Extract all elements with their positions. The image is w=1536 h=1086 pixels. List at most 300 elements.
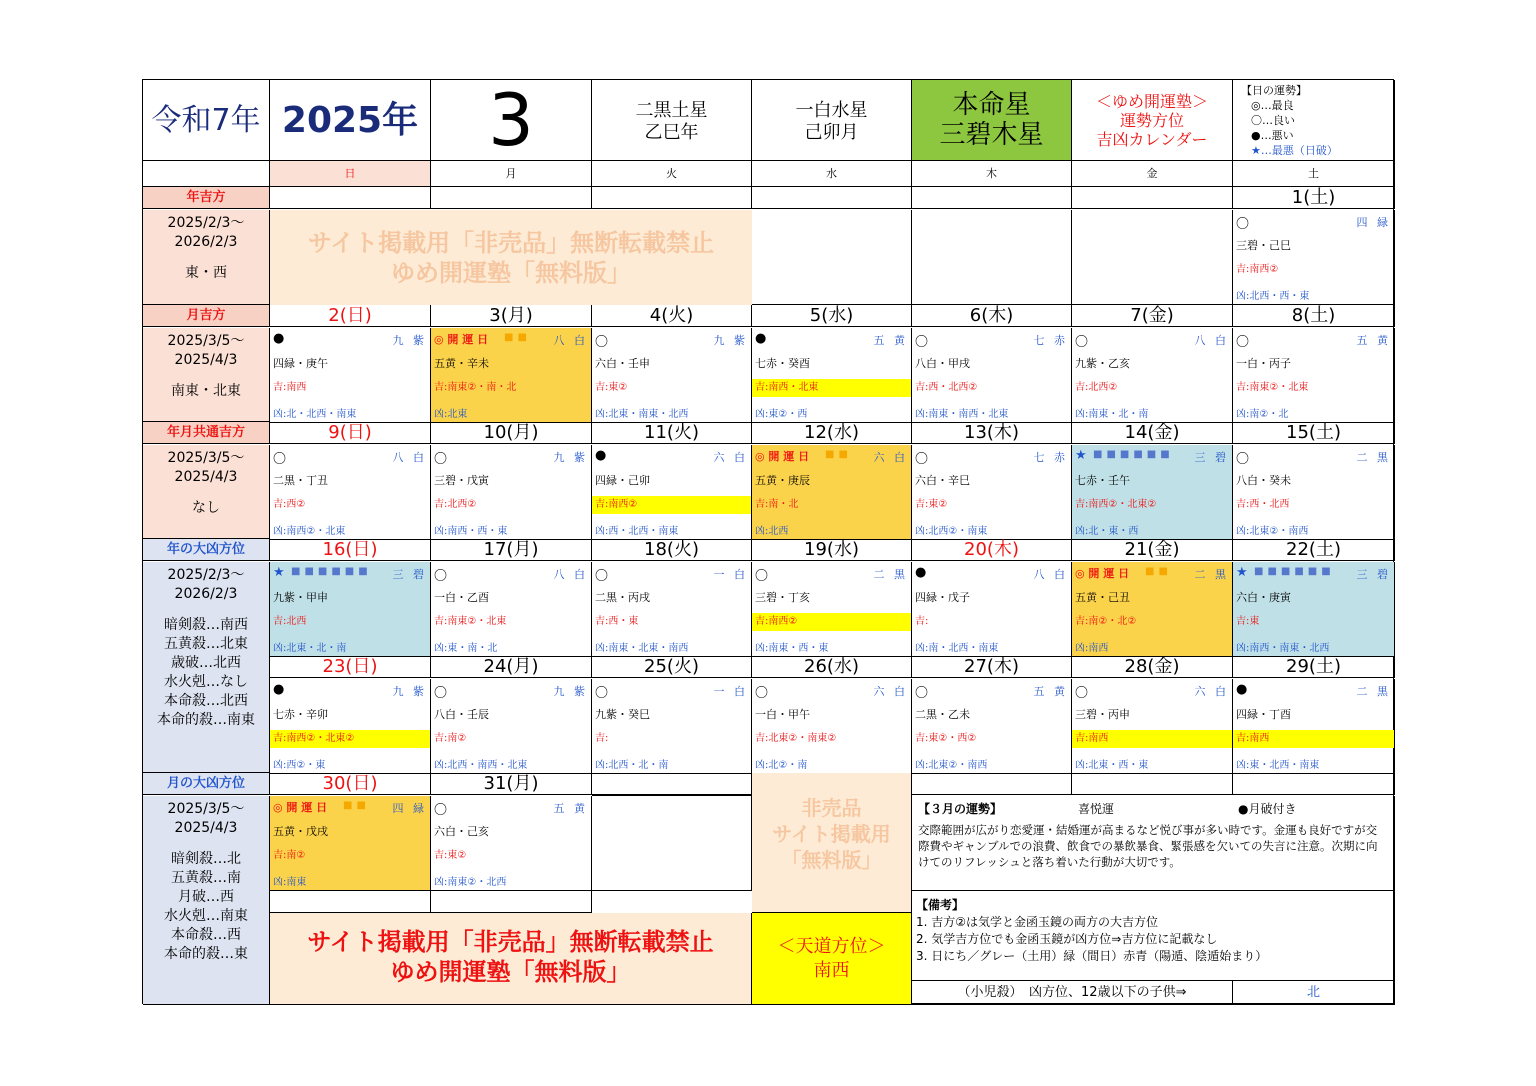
fortune-mark: ● (595, 448, 607, 463)
side-line: 2025/2/3～ (167, 567, 245, 583)
month-kanshi: 己卯月 (804, 122, 859, 143)
weekday-4 (912, 161, 1072, 187)
watermark-small1: 非売品 (801, 796, 862, 820)
day-cell (592, 445, 752, 540)
side-label (143, 305, 270, 327)
note-item: 2. 気学吉方位でも金函玉鏡が凶方位⇒吉方位に記載なし (916, 932, 1218, 946)
side-line: 五黄殺…南 (171, 870, 241, 886)
unlucky-direction: 凶:北西・北・南 (595, 760, 669, 771)
decor-squares: ■■■■■■ (1093, 449, 1174, 460)
date-label: 17(月) (483, 539, 539, 560)
monthly-title: 【３月の運勢】 (918, 802, 1003, 816)
day-kanshi: 五黄・辛未 (434, 357, 489, 370)
date-header (431, 422, 592, 444)
unlucky-direction: 凶:北東②・南西 (915, 760, 988, 771)
fortune-mark: 〇 (755, 686, 769, 701)
lucky-direction: 吉:西・北西② (915, 382, 978, 393)
unlucky-direction: 凶:南西・南東・北西 (1236, 643, 1330, 654)
day-cell (592, 328, 752, 423)
unlucky-direction: 凶:南西・西・東 (434, 526, 508, 537)
date-label: 3(月) (489, 305, 533, 326)
date-header (912, 305, 1072, 327)
day-kanshi: 四緑・戊子 (915, 591, 970, 604)
day-kanshi: 六白・己亥 (434, 825, 489, 838)
lucky-direction: 吉:南西 (1072, 730, 1232, 748)
date-header (431, 187, 592, 209)
fortune-mark: 〇 (1236, 335, 1250, 350)
fortune-line (755, 331, 908, 349)
day-cell (592, 679, 752, 774)
weekday-label: 水 (826, 167, 837, 180)
empty-cell (592, 773, 752, 796)
date-label: 29(土) (1286, 656, 1341, 677)
unlucky-direction: 凶:南西 (1075, 643, 1109, 654)
fortune-line (1236, 682, 1391, 700)
day-kanshi: 九紫・乙亥 (1075, 357, 1130, 370)
unlucky-direction: 凶:東②・西 (755, 409, 808, 420)
day-kanshi: 一白・乙酉 (434, 591, 489, 604)
weekday-label: 火 (666, 167, 677, 180)
day-cell (270, 679, 431, 774)
unlucky-direction: 凶:南東・西・東 (755, 643, 829, 654)
lucky-direction: 吉:北東②・南東② (755, 733, 837, 744)
era-cell (143, 80, 270, 161)
year-kanshi: 乙巳年 (644, 122, 699, 143)
month-number: 3 (488, 78, 534, 162)
date-header (1072, 187, 1233, 209)
side-line: 南東・北東 (171, 383, 241, 399)
watermark-small3: 「無料版」 (781, 848, 882, 872)
fortune-mark: ★ (1075, 448, 1087, 463)
nine-star-label: 七 赤 (1033, 451, 1068, 464)
monthly-fortune-name: 喜悦運 (1078, 802, 1115, 816)
date-header (270, 773, 431, 795)
date-label: 16(日) (322, 539, 378, 560)
day-kanshi: 八白・癸未 (1236, 474, 1291, 487)
fortune-mark: ● (1236, 682, 1248, 697)
unlucky-direction: 凶:東・南・北 (434, 643, 498, 654)
side-line: なし (192, 500, 220, 516)
nine-star-label: 八 白 (553, 334, 588, 347)
month-star-cell (752, 80, 912, 161)
day-cell (752, 679, 912, 774)
legend-item: ★…最悪（日破） (1251, 144, 1338, 157)
nine-star-label: 四 緑 (1356, 216, 1391, 229)
title-line2: 運勢方位 (1119, 111, 1184, 130)
date-label: 8(土) (1291, 305, 1336, 326)
watermark-bottom (270, 913, 752, 1005)
side-line: 本命殺…北西 (164, 693, 248, 709)
side-body (143, 328, 270, 422)
day-kanshi: 九紫・癸巳 (595, 708, 650, 721)
title-cell (1072, 80, 1233, 161)
side-label (143, 773, 270, 795)
fortune-line (915, 448, 1068, 466)
fortune-mark: 〇 (755, 569, 769, 584)
date-header (592, 422, 752, 444)
notes-title: 【備考】 (916, 898, 965, 912)
fortune-mark: 〇 (915, 335, 929, 350)
fortune-mark: 〇 (1236, 217, 1250, 232)
shoni-text: （小児殺） 凶方位、12歳以下の子供⇒ (957, 985, 1187, 1000)
nine-star-label: 三 碧 (1356, 568, 1391, 581)
date-header (431, 305, 592, 327)
fortune-line (434, 448, 588, 466)
fortune-line (434, 799, 588, 817)
day-kanshi: 五黄・庚辰 (755, 474, 810, 487)
unlucky-direction: 凶:南東・北・南 (1075, 409, 1149, 420)
tendo-label: ＜天道方位＞ (777, 936, 886, 957)
nine-star-label: 五 黄 (873, 334, 908, 347)
fortune-mark: 〇 (1075, 686, 1089, 701)
lucky-direction: 吉:東② (434, 850, 467, 861)
side-line: 2026/2/3 (174, 234, 238, 250)
side-label-text: 年月共通吉方 (166, 425, 245, 440)
date-header (592, 539, 752, 561)
fortune-mark: ● (755, 331, 767, 346)
nine-star-label: 九 紫 (553, 685, 588, 698)
date-header (1233, 656, 1395, 678)
day-kanshi: 九紫・甲申 (273, 591, 328, 604)
nine-star-label: 二 黒 (873, 568, 908, 581)
title-line1: ＜ゆめ開運塾＞ (1095, 92, 1208, 111)
unlucky-direction: 凶:東・北西・南東 (1236, 760, 1320, 771)
empty-cell (752, 210, 912, 305)
fortune-mark: 〇 (1075, 335, 1089, 350)
date-label: 23(日) (322, 656, 378, 677)
fortune-mark: 〇 (595, 569, 609, 584)
note-item: 3. 日にち／グレー（土用）緑（間日）赤青（陽遁、陰遁始まり） (916, 949, 1268, 963)
nine-star-label: 二 黒 (1194, 568, 1229, 581)
day-kanshi: 二黒・丁丑 (273, 474, 328, 487)
fortune-line (1236, 331, 1391, 349)
unlucky-direction: 凶:南②・北 (1236, 409, 1289, 420)
lucky-direction: 吉:東②・西② (915, 733, 977, 744)
legend-item: 〇…良い (1251, 114, 1295, 127)
unlucky-direction: 凶:北②・南 (755, 760, 808, 771)
day-cell (431, 445, 592, 540)
tendo-cell (752, 913, 912, 1005)
day-cell (912, 328, 1072, 423)
date-label: 27(木) (964, 656, 1019, 677)
fortune-line (273, 682, 427, 700)
date-header (1233, 422, 1395, 444)
side-line (143, 252, 269, 264)
legend-item: 【日の運勢】 (1241, 84, 1307, 97)
watermark-bottom-line1: サイト掲載用「非売品」無断転載禁止 (307, 928, 714, 956)
nine-star-label: 五 黄 (553, 802, 588, 815)
day-cell (1072, 445, 1233, 540)
day-cell (592, 562, 752, 657)
fortune-line (273, 448, 427, 466)
date-header (912, 187, 1072, 209)
lucky-direction: 吉:北西 (273, 616, 307, 627)
watermark-line1: サイト掲載用「非売品」無断転載禁止 (307, 229, 715, 257)
fortune-line (755, 448, 908, 466)
decor-squares: ■■ (343, 800, 370, 811)
side-line: 本命的殺…南東 (157, 712, 255, 728)
date-header (431, 656, 592, 678)
unlucky-direction: 凶:北・北西・南東 (273, 409, 357, 420)
date-label: 24(月) (483, 656, 539, 677)
side-line (143, 370, 269, 382)
empty-cell (592, 796, 752, 891)
fortune-line (1236, 565, 1391, 583)
date-label: 31(月) (483, 773, 539, 794)
fortune-mark: ◎ 開 運 日 (1075, 567, 1130, 580)
lucky-direction: 吉: (915, 616, 929, 627)
nine-star-label: 二 黒 (1356, 451, 1391, 464)
side-label-text: 年の大凶方位 (166, 542, 245, 557)
legend-cell (1233, 80, 1395, 161)
date-header (270, 422, 431, 444)
day-kanshi: 三碧・丙申 (1075, 708, 1130, 721)
month-cell (431, 80, 592, 161)
lucky-direction: 吉:南②・北② (1075, 616, 1137, 627)
weekday-2 (592, 161, 752, 187)
fortune-mark: 〇 (595, 335, 609, 350)
day-cell (1072, 679, 1233, 774)
day-cell (752, 328, 912, 423)
unlucky-direction: 凶:南東 (273, 877, 307, 888)
lucky-direction: 吉:東 (1236, 616, 1260, 627)
date-header (1233, 773, 1395, 795)
year-label: 2025年 (281, 100, 419, 141)
fortune-line (595, 565, 748, 583)
unlucky-direction: 凶:北東 (434, 409, 468, 420)
side-line (143, 487, 269, 499)
date-label: 4(火) (649, 305, 694, 326)
legend-item: ●…悪い (1251, 129, 1294, 142)
fortune-line (1075, 565, 1229, 583)
lucky-direction: 吉:南東②・北東 (1236, 382, 1309, 393)
nine-star-label: 六 白 (873, 451, 908, 464)
lucky-direction: 吉:南西 (1233, 730, 1394, 748)
fortune-line (434, 682, 588, 700)
side-line: 2025/4/3 (174, 352, 238, 368)
decor-squares: ■■ (1145, 566, 1172, 577)
day-cell (912, 445, 1072, 540)
decor-squares: ■■ (504, 332, 531, 343)
year-cell (270, 80, 431, 161)
side-line: 暗剣殺…北 (171, 851, 241, 867)
legend-item: ◎…最良 (1251, 99, 1294, 112)
empty-cell (912, 210, 1072, 305)
date-header (912, 656, 1072, 678)
side-label (143, 539, 270, 561)
lucky-direction: 吉:東② (595, 382, 628, 393)
monthly-head (918, 800, 1388, 818)
nine-star-label: 六 白 (1194, 685, 1229, 698)
nine-star-label: 六 白 (873, 685, 908, 698)
monthly-fortune (912, 796, 1395, 891)
lucky-direction: 吉: (595, 733, 609, 744)
date-label: 22(土) (1286, 539, 1341, 560)
side-body (143, 796, 270, 1005)
fortune-mark: ● (915, 565, 927, 580)
nine-star-label: 八 白 (553, 568, 588, 581)
weekday-label: 日 (344, 167, 356, 180)
date-label: 2(日) (328, 305, 372, 326)
decor-squares: ■■■■■■ (291, 566, 372, 577)
fortune-line (915, 565, 1068, 583)
date-header (592, 656, 752, 678)
fortune-line (1236, 448, 1391, 466)
lucky-direction: 吉:南西② (592, 496, 751, 514)
side-line: 2025/4/3 (174, 469, 238, 485)
side-label-text: 年吉方 (186, 190, 226, 205)
date-label: 20(木) (964, 539, 1019, 560)
decor-squares: ■■ (825, 449, 852, 460)
day-kanshi: 八白・甲戌 (915, 357, 970, 370)
date-header (1072, 305, 1233, 327)
title-line3: 吉凶カレンダー (1096, 130, 1208, 149)
weekday-3 (752, 161, 912, 187)
side-line: 歳破…北西 (171, 655, 241, 671)
fortune-line (273, 331, 427, 349)
unlucky-direction: 凶:南・北西・南東 (915, 643, 999, 654)
fortune-line (915, 331, 1068, 349)
day-kanshi: 七赤・辛卯 (273, 708, 328, 721)
fortune-mark: ◎ 開 運 日 (755, 450, 810, 463)
day-kanshi: 七赤・癸酉 (755, 357, 810, 370)
lucky-direction: 吉:南西②・北東② (270, 730, 430, 748)
day-kanshi: 六白・庚寅 (1236, 591, 1291, 604)
lucky-direction: 吉:南西② (752, 613, 911, 631)
side-line: 水火剋…南東 (164, 908, 248, 924)
day-cell (1233, 328, 1395, 423)
nine-star-label: 七 赤 (1033, 334, 1068, 347)
date-header (1072, 773, 1233, 795)
fortune-line (595, 331, 748, 349)
day-kanshi: 五黄・己丑 (1075, 591, 1130, 604)
side-line (143, 604, 269, 616)
lucky-direction: 吉:南東②・北東 (434, 616, 507, 627)
date-header (1072, 656, 1233, 678)
date-label: 14(金) (1124, 422, 1180, 443)
unlucky-direction: 凶:西②・東 (273, 760, 326, 771)
weekday-corner (143, 161, 270, 187)
fortune-mark: ◎ 開 運 日 (273, 801, 328, 814)
date-label: 6(木) (969, 305, 1014, 326)
date-header (752, 539, 912, 561)
day-cell (752, 562, 912, 657)
fortune-mark: 〇 (434, 569, 448, 584)
date-header (752, 305, 912, 327)
day-cell (270, 796, 431, 891)
lucky-direction: 吉:南西 (273, 382, 307, 393)
date-label: 10(月) (483, 422, 539, 443)
day-cell (431, 796, 592, 891)
day-cell (270, 445, 431, 540)
unlucky-direction: 凶:南西②・北東 (273, 526, 346, 537)
date-header (752, 656, 912, 678)
date-label: 11(火) (644, 422, 699, 443)
date-header (1233, 539, 1395, 561)
side-line: 月破…西 (178, 889, 234, 905)
fortune-line (755, 565, 908, 583)
date-header (752, 422, 912, 444)
unlucky-direction: 凶:南東・北東・南西 (595, 643, 689, 654)
fortune-mark: 〇 (434, 686, 448, 701)
era-label: 令和7年 (151, 103, 261, 138)
date-header (1072, 539, 1233, 561)
day-kanshi: 六白・壬申 (595, 357, 650, 370)
year-star: 二黒土星 (635, 100, 708, 121)
date-header (912, 773, 1072, 795)
weekday-6 (1233, 161, 1395, 187)
fortune-mark: 〇 (273, 452, 287, 467)
fortune-mark: 〇 (915, 452, 929, 467)
day-cell (431, 562, 592, 657)
nine-star-label: 八 白 (1033, 568, 1068, 581)
watermark-small (752, 773, 912, 913)
fortune-mark: ★ (273, 565, 285, 580)
shoni-direction: 北 (1306, 985, 1320, 1000)
date-header (1233, 187, 1395, 209)
date-label: 18(火) (644, 539, 699, 560)
lucky-direction: 吉:西・東 (595, 616, 639, 627)
day-cell (270, 328, 431, 423)
side-line: 2025/2/3～ (167, 215, 245, 231)
fortune-mark: ◎ 開 運 日 (434, 333, 489, 346)
watermark-line2: ゆめ開運塾「無料版」 (391, 259, 631, 287)
fortune-calendar (142, 79, 1394, 1004)
date-label: 9(日) (328, 422, 372, 443)
day-cell (1233, 210, 1395, 305)
date-header (592, 187, 752, 209)
day-cell (1072, 562, 1233, 657)
lucky-direction: 吉:西② (273, 499, 306, 510)
day-kanshi: 一白・丙子 (1236, 357, 1291, 370)
nine-star-label: 六 白 (713, 451, 748, 464)
date-label: 26(水) (804, 656, 859, 677)
date-header (270, 187, 431, 209)
day-kanshi: 五黄・戊戌 (273, 825, 328, 838)
date-header (270, 656, 431, 678)
day-cell (1233, 679, 1395, 774)
empty-cell (1072, 210, 1233, 305)
nine-star-label: 八 白 (1194, 334, 1229, 347)
date-header (912, 422, 1072, 444)
nine-star-label: 三 碧 (392, 568, 427, 581)
unlucky-direction: 凶:北西・西・東 (1236, 291, 1310, 302)
monthly-text: 交際範囲が広がり恋愛運・結婚運が高まるなど悦び事が多い時です。金運も良好ですが交際費やギャンブルでの浪費、飲食での暴飲暴食、緊張感を欠いての失言に注意。次期に向けてのリフレッシュと落ち着いた行動が大切です。 (918, 823, 1378, 869)
day-kanshi: 四緑・庚午 (273, 357, 328, 370)
date-label: 1(土) (1291, 187, 1336, 208)
day-cell (912, 562, 1072, 657)
note-item: 1. 吉方②は気学と金函玉鏡の両方の大吉方位 (916, 915, 1159, 929)
side-line: 東・西 (185, 265, 227, 281)
fortune-line (595, 682, 748, 700)
watermark-top (270, 210, 752, 305)
side-line: 2025/4/3 (174, 820, 238, 836)
weekday-label: 木 (986, 167, 997, 180)
date-label: 13(木) (964, 422, 1019, 443)
fortune-line (595, 448, 748, 466)
weekday-1 (431, 161, 592, 187)
tendo-direction: 南西 (813, 960, 850, 981)
date-label: 19(水) (804, 539, 859, 560)
nine-star-label: 九 紫 (392, 685, 427, 698)
lucky-direction: 吉:南西②・北東② (1075, 499, 1157, 510)
fortune-mark: 〇 (434, 452, 448, 467)
unlucky-direction: 凶:南東・南西・北東 (915, 409, 1009, 420)
side-line: 2025/3/5～ (167, 450, 245, 466)
side-label (143, 187, 270, 209)
unlucky-direction: 凶:北西②・南東 (915, 526, 988, 537)
nine-star-label: 四 緑 (392, 802, 427, 815)
